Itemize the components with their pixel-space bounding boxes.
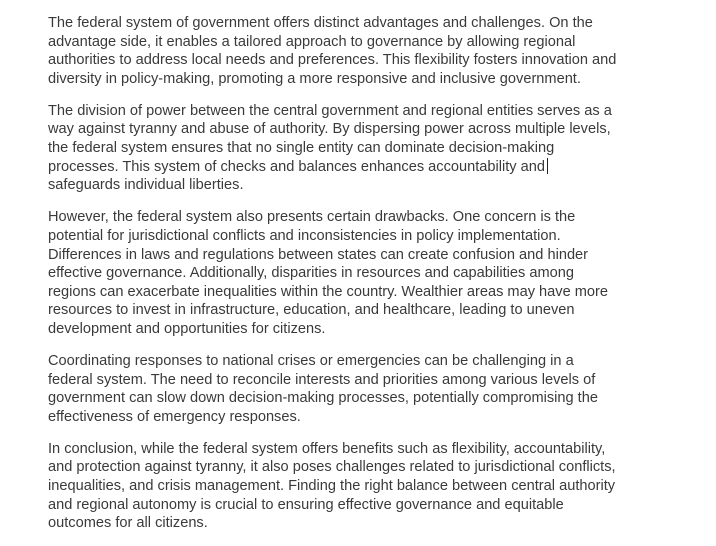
text-line: resources to invest in infrastructure, education, and healthcare, leading to uneven [48, 302, 575, 319]
text-line: and regional autonomy is crucial to ensuring effective governance and equitable [48, 496, 564, 513]
text-line: effectiveness of emergency responses. [48, 408, 301, 425]
text-line: potential for jurisdictional conflicts and inconsistencies in policy implementation. [48, 227, 561, 244]
text-line: In conclusion, while the federal system offers benefits such as flexibility, accountability, [48, 440, 606, 457]
document-body[interactable] [48, 14, 680, 546]
text-line: Coordinating responses to national crises or emergencies can be challenging in a [48, 353, 574, 369]
text-line: advantage side, it enables a tailored approach to governance by allowing regional [48, 33, 576, 50]
text-line: authorities to address local needs and preferences. This flexibility fosters innovation and [48, 52, 617, 69]
text-line: The division of power between the central government and regional entities serves as a [48, 102, 612, 119]
text-line: effective governance. Additionally, disparities in resources and capabilities among [48, 265, 574, 282]
text-line: Differences in laws and regulations between states can create confusion and hinder [48, 246, 589, 263]
text-cursor [547, 158, 548, 174]
text-line: government can slow down decision-making processes, potentially compromising the [48, 390, 598, 407]
paragraph-2 [48, 102, 680, 195]
paragraph-5 [48, 440, 680, 533]
text-line: federal system. The need to reconcile interests and priorities among various levels of [48, 371, 596, 388]
text-line-content: processes. This system of checks and balances enhances accountability and [48, 158, 546, 175]
text-line: outcomes for all citizens. [48, 515, 208, 532]
paragraph-1 [48, 14, 680, 88]
text-line: way against tyranny and abuse of authority. By dispersing power across multiple levels, [48, 121, 611, 138]
text-line: diversity in policy-making, promoting a more responsive and inclusive government. [48, 70, 581, 87]
text-line: inequalities, and crisis management. Finding the right balance between central authority [48, 478, 616, 495]
text-line: safeguards individual liberties. [48, 177, 244, 194]
text-line: regions can exacerbate inequalities within the country. Wealthier areas may have more [48, 283, 608, 300]
paragraph-3 [48, 208, 680, 338]
text-line: However, the federal system also presents certain drawbacks. One concern is the [48, 209, 576, 226]
text-line: development and opportunities for citizens. [48, 320, 326, 337]
paragraph-4 [48, 352, 680, 426]
text-line: The federal system of government offers distinct advantages and challenges. On the [48, 15, 593, 31]
text-line: and protection against tyranny, it also poses challenges related to jurisdictional conflicts, [48, 459, 616, 476]
text-line-with-caret [48, 158, 680, 177]
text-line: the federal system ensures that no single entity can dominate decision-making [48, 140, 555, 157]
